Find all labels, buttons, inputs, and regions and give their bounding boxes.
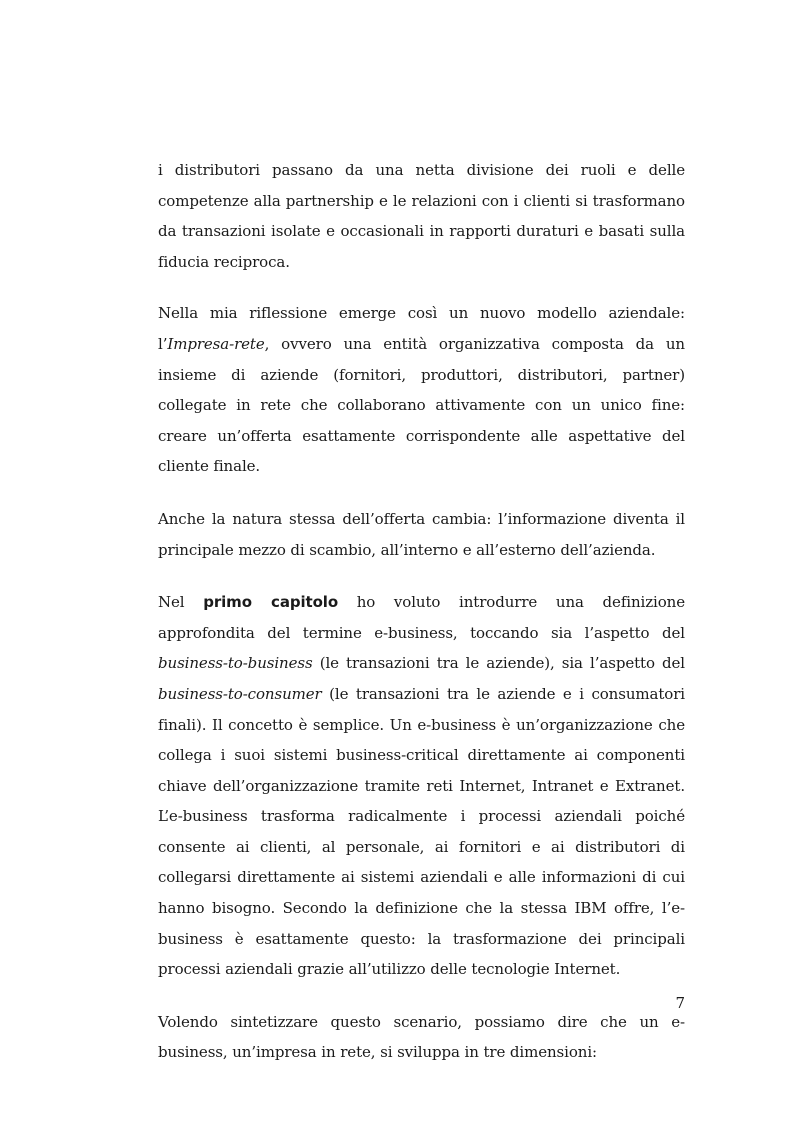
page-number: 7 (675, 994, 685, 1012)
paragraph-3 (158, 504, 685, 565)
p1-text: i distributori passano da una netta divisione dei ruoli e delle competenze alla partnership e le relazioni con i clienti si trasformano da transazioni isolate e occasionali in rapporti duraturi e basati sulla fiducia reciproca. (158, 161, 685, 271)
paragraph-5 (158, 1007, 685, 1068)
p4-text-c: (le transazioni tra le aziende), sia l’aspetto del (312, 654, 685, 673)
paragraph-1 (158, 155, 685, 277)
p4-text-d: (le transazioni tra le aziende e i consumatori finali). Il concetto è semplice. Un e-business è un’organizzazione che collega i suoi sistemi business-critical direttamente ai componenti chiave dell’organizzazione tramite reti Internet, Intranet e Extranet. L’e-business trasforma radicalmente i processi aziendali poiché consente ai clienti, al personale, ai fornitori e ai distributori di collegarsi direttamente ai sistemi aziendali e alle informazioni di cui hanno bisogno. Secondo la definizione che la stessa IBM offre, l’e-business è esattamente questo: la trasformazione dei principali processi aziendali grazie all’utilizzo delle tecnologie Internet. (158, 684, 685, 979)
p2-term-impresa-rete: Impresa-rete (167, 334, 265, 353)
p4-chapter-emphasis: primo capitolo (203, 593, 339, 612)
p5-text: Volendo sintetizzare questo scenario, possiamo dire che un e-business, un’impresa in rete, si sviluppa in tre dimensioni: (158, 1012, 685, 1062)
p4-term-b2c: business-to-consumer (158, 684, 322, 703)
p4-term-b2b: business-to-business (158, 654, 313, 673)
p3-text: Anche la natura stessa dell’offerta cambia: l’informazione diventa il principale mezzo di scambio, all’interno e all’esterno dell’azienda. (158, 509, 685, 559)
p4-text-b: ho voluto introdurre una definizione approfondita del termine e-business, toccando sia l’aspetto del (158, 593, 685, 642)
document-body (158, 155, 685, 1089)
p2-text-a: Nella mia riflessione emerge così un nuovo modello aziendale: l’ (158, 304, 685, 353)
p4-text-a: Nel (158, 593, 204, 612)
p2-text-b: , ovvero una entità organizzativa composta da un insieme di aziende (fornitori, produttori, distributori, partner) collegate in rete che collaborano attivamente con un unico fine: creare un’offerta esattamente corrispondente alle aspettative del cliente finale. (158, 334, 685, 476)
paragraph-2 (158, 298, 685, 482)
paragraph-4 (158, 587, 685, 985)
